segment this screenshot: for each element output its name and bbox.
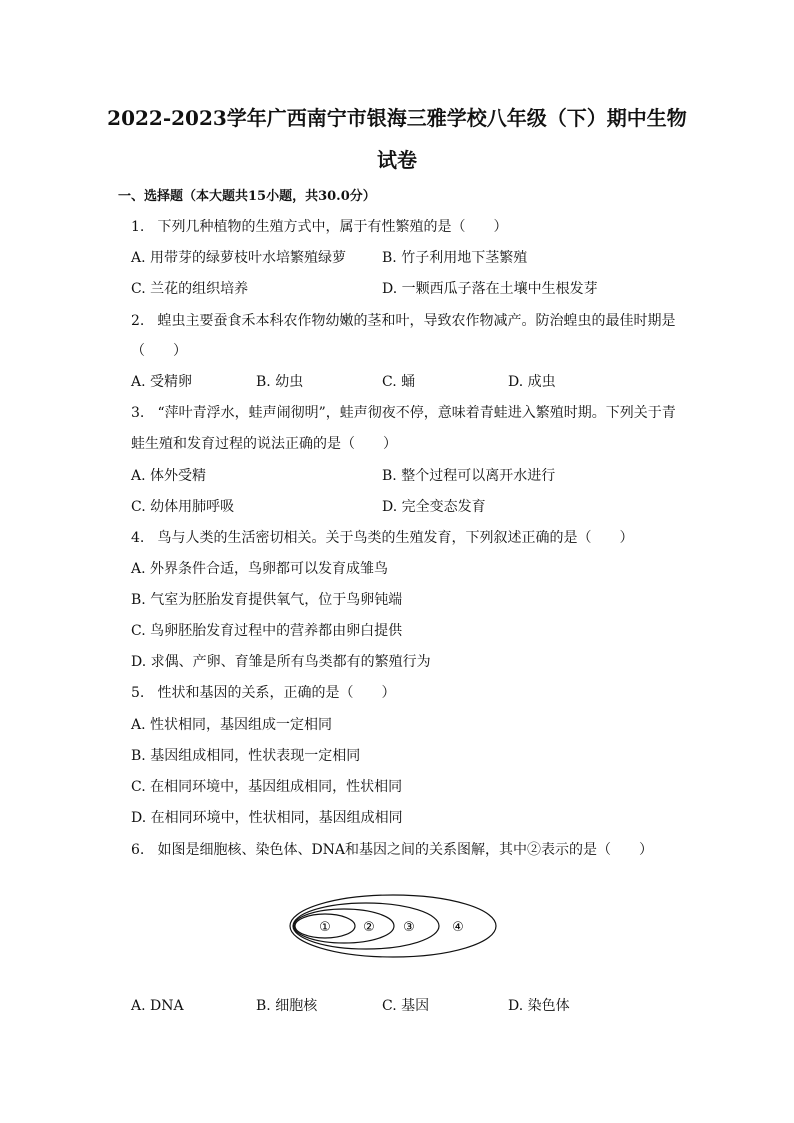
q2-option-a: A. 受精卵 bbox=[131, 374, 193, 390]
diagram-label-4: ④ bbox=[452, 920, 464, 935]
q2-option-c: C. 蛹 bbox=[382, 374, 416, 390]
q3-option-a: A. 体外受精 bbox=[131, 468, 207, 484]
nested-ellipse-diagram bbox=[288, 893, 508, 959]
diagram-label-3: ③ bbox=[403, 920, 415, 935]
q5-option-a: A. 性状相同，基因组成一定相同 bbox=[131, 717, 333, 733]
question-stem: 如图是细胞核、染色体、DNA和基因之间的关系图解，其中②表示的是（ ） bbox=[157, 842, 654, 858]
question-stem: 下列几种植物的生殖方式中，属于有性繁殖的是（ ） bbox=[157, 219, 508, 235]
q3-option-c: C. 幼体用肺呼吸 bbox=[131, 499, 235, 515]
question-stem: 蝗虫主要蚕食禾本科农作物幼嫩的茎和叶，导致农作物减产。防治蝗虫的最佳时期是 bbox=[157, 313, 676, 329]
q3-option-d: D. 完全变态发育 bbox=[382, 499, 486, 515]
question-3-continued: 蛙生殖和发育过程的说法正确的是（ ） bbox=[131, 436, 397, 452]
q2-option-d: D. 成虫 bbox=[508, 374, 556, 390]
q6-option-a: A. DNA bbox=[131, 998, 184, 1014]
q6-option-d: D. 染色体 bbox=[508, 998, 570, 1014]
q5-option-c: C. 在相同环境中，基因组成相同，性状相同 bbox=[131, 779, 403, 795]
question-stem: 鸟与人类的生活密切相关。关于鸟类的生殖发育，下列叙述正确的是（ ） bbox=[157, 530, 634, 546]
question-4 bbox=[131, 529, 633, 547]
section-heading: 一、选择题（本大题共15小题，共30.0分） bbox=[118, 189, 376, 204]
q4-option-a: A. 外界条件合适，鸟卵都可以发育成雏鸟 bbox=[131, 561, 389, 577]
question-number: 2. bbox=[131, 313, 145, 329]
q1-option-a: A. 用带芽的绿萝枝叶水培繁殖绿萝 bbox=[131, 250, 347, 266]
diagram-label-1: ① bbox=[319, 920, 331, 935]
question-5 bbox=[131, 684, 395, 702]
q3-option-b: B. 整个过程可以离开水进行 bbox=[382, 468, 556, 484]
question-stem: 性状和基因的关系，正确的是（ ） bbox=[157, 685, 396, 701]
question-number: 3. bbox=[131, 405, 145, 421]
question-1 bbox=[131, 218, 507, 236]
q4-option-d: D. 求偶、产卵、育雏是所有鸟类都有的繁殖行为 bbox=[131, 654, 431, 670]
question-number: 1. bbox=[131, 219, 145, 235]
exam-title: 2022-2023学年广西南宁市银海三雅学校八年级（下）期中生物 bbox=[107, 106, 687, 130]
question-stem: “萍叶青浮水，蛙声闹彻明”，蛙声彻夜不停，意味着青蛙进入繁殖时期。下列关于青 bbox=[157, 405, 676, 421]
question-2 bbox=[131, 312, 675, 330]
q6-option-b: B. 细胞核 bbox=[256, 998, 318, 1014]
question-3 bbox=[131, 404, 676, 422]
q5-option-b: B. 基因组成相同，性状表现一定相同 bbox=[131, 748, 361, 764]
diagram-label-2: ② bbox=[363, 920, 375, 935]
question-6 bbox=[131, 841, 653, 859]
q6-option-c: C. 基因 bbox=[382, 998, 430, 1014]
q4-option-b: B. 气室为胚胎发育提供氧气，位于鸟卵钝端 bbox=[131, 592, 403, 608]
q5-option-d: D. 在相同环境中，性状相同，基因组成相同 bbox=[131, 810, 403, 826]
q1-option-b: B. 竹子利用地下茎繁殖 bbox=[382, 250, 528, 266]
ellipse-2 bbox=[294, 909, 394, 943]
q2-option-b: B. 幼虫 bbox=[256, 374, 304, 390]
question-2-continued: （ ） bbox=[131, 343, 187, 359]
q1-option-c: C. 兰花的组织培养 bbox=[131, 281, 249, 297]
exam-title-continued: 试卷 bbox=[377, 148, 417, 172]
q1-option-d: D. 一颗西瓜子落在土壤中生根发芽 bbox=[382, 281, 598, 297]
question-number: 4. bbox=[131, 530, 145, 546]
q4-option-c: C. 鸟卵胚胎发育过程中的营养都由卵白提供 bbox=[131, 623, 403, 639]
question-number: 6. bbox=[131, 842, 145, 858]
question-number: 5. bbox=[131, 685, 145, 701]
